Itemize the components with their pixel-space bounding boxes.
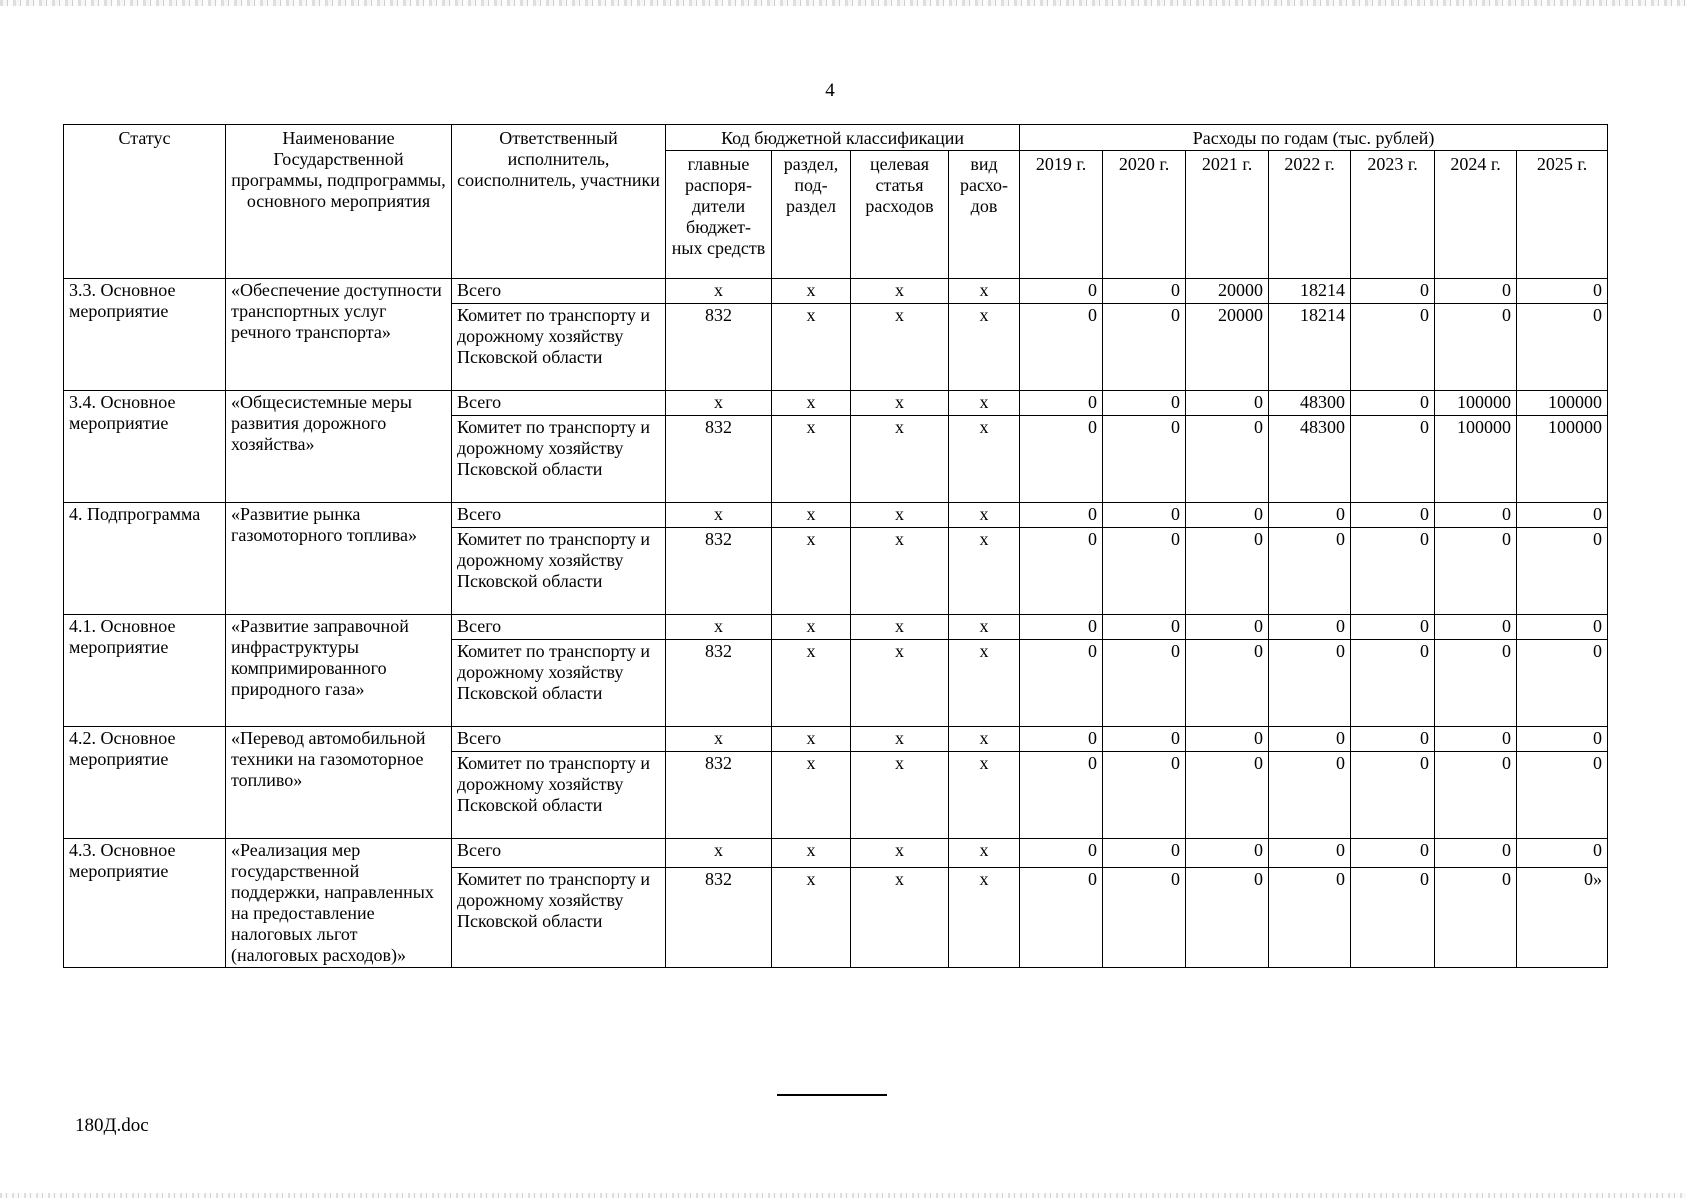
name-cell: «Развитие рынка газомоторного топлива» (226, 503, 452, 615)
name-cell: «Развитие заправочной инфраструктуры компримированного природного газа» (226, 615, 452, 727)
expense-value-cell: 0 (1351, 752, 1435, 839)
expense-value-cell: 0 (1103, 839, 1186, 868)
header-budget-code-group: Код бюджетной классификации (666, 125, 1020, 151)
expense-value-cell: 0 (1186, 416, 1269, 503)
expense-value-cell: 0 (1020, 416, 1103, 503)
expense-value-cell: 0 (1517, 640, 1608, 727)
budget-code-cell: х (772, 615, 851, 640)
budget-code-cell: х (851, 727, 949, 752)
expense-value-cell: 0 (1186, 839, 1269, 868)
page-number: 4 (825, 80, 835, 101)
budget-code-cell: х (772, 640, 851, 727)
expense-value-cell: 0 (1103, 279, 1186, 304)
header-name: Наименование Государственной программы, подпрограммы, основного мероприятия (226, 125, 452, 279)
budget-code-cell: х (949, 391, 1020, 416)
budget-code-cell: х (772, 279, 851, 304)
status-cell: 3.3. Основное мероприятие (64, 279, 226, 391)
budget-code-cell: х (772, 528, 851, 615)
budget-code-cell: х (949, 416, 1020, 503)
budget-table (63, 124, 1608, 968)
expense-value-cell: 0 (1517, 727, 1608, 752)
expense-value-cell: 18214 (1269, 279, 1351, 304)
budget-code-cell: х (949, 727, 1020, 752)
budget-code-cell: х (851, 503, 949, 528)
expense-value-cell: 0 (1435, 839, 1517, 868)
expense-value-cell: 0 (1186, 867, 1269, 967)
executor-cell: Комитет по транспорту и дорожному хозяйству Псковской области (452, 640, 666, 727)
name-cell: «Общесистемные меры развития дорожного хозяйства» (226, 391, 452, 503)
status-cell: 3.4. Основное мероприятие (64, 391, 226, 503)
header-year: 2020 г. (1103, 151, 1186, 279)
expense-value-cell: 0 (1103, 528, 1186, 615)
expense-value-cell: 0 (1103, 416, 1186, 503)
header-budget-code: целевая статья расходов (851, 151, 949, 279)
budget-code-cell: х (851, 416, 949, 503)
expense-value-cell: 100000 (1435, 391, 1517, 416)
executor-cell: Всего (452, 839, 666, 868)
table-row (64, 279, 1608, 304)
table-row (64, 503, 1608, 528)
budget-code-cell: 832 (666, 528, 772, 615)
expense-value-cell: 0 (1020, 279, 1103, 304)
expense-value-cell: 48300 (1269, 416, 1351, 503)
executor-cell: Комитет по транспорту и дорожному хозяйству Псковской области (452, 867, 666, 967)
budget-code-cell: х (851, 867, 949, 967)
budget-code-cell: х (666, 279, 772, 304)
table-body (64, 279, 1608, 968)
expense-value-cell: 0 (1351, 640, 1435, 727)
budget-code-cell: х (851, 640, 949, 727)
executor-cell: Комитет по транспорту и дорожному хозяйству Псковской области (452, 752, 666, 839)
budget-code-cell: х (772, 752, 851, 839)
budget-code-cell: х (851, 391, 949, 416)
expense-value-cell: 0 (1269, 503, 1351, 528)
header-executor: Ответственный исполнитель, соисполнитель, участники (452, 125, 666, 279)
expense-value-cell: 0 (1103, 391, 1186, 416)
header-expenses-group: Расходы по годам (тыс. рублей) (1020, 125, 1608, 151)
executor-cell: Всего (452, 279, 666, 304)
expense-value-cell: 20000 (1186, 279, 1269, 304)
budget-code-cell: х (772, 727, 851, 752)
expense-value-cell: 0 (1269, 640, 1351, 727)
expense-value-cell: 0 (1517, 752, 1608, 839)
expense-value-cell: 0 (1186, 640, 1269, 727)
expense-value-cell: 0 (1269, 727, 1351, 752)
table-header (64, 125, 1608, 279)
status-cell: 4.3. Основное мероприятие (64, 839, 226, 968)
table-row (64, 391, 1608, 416)
expense-value-cell: 0 (1351, 416, 1435, 503)
expense-value-cell: 0 (1351, 503, 1435, 528)
expense-value-cell: 0 (1020, 727, 1103, 752)
budget-code-cell: х (851, 304, 949, 391)
expense-value-cell: 0 (1103, 727, 1186, 752)
expense-value-cell: 0 (1020, 304, 1103, 391)
executor-cell: Комитет по транспорту и дорожному хозяйству Псковской области (452, 416, 666, 503)
header-budget-code: главные распоря-дители бюджет-ных средств (666, 151, 772, 279)
budget-code-cell: х (949, 752, 1020, 839)
executor-cell: Комитет по транспорту и дорожному хозяйству Псковской области (452, 528, 666, 615)
expense-value-cell: 0 (1517, 503, 1608, 528)
executor-cell: Всего (452, 391, 666, 416)
expense-value-cell: 0» (1517, 867, 1608, 967)
budget-code-cell: х (851, 839, 949, 868)
budget-code-cell: х (666, 839, 772, 868)
expense-value-cell: 18214 (1269, 304, 1351, 391)
executor-cell: Всего (452, 727, 666, 752)
expense-value-cell: 0 (1435, 640, 1517, 727)
expense-value-cell: 100000 (1517, 391, 1608, 416)
expense-value-cell: 0 (1351, 528, 1435, 615)
expense-value-cell: 0 (1103, 304, 1186, 391)
scan-edge-bottom (0, 1193, 1686, 1198)
expense-value-cell: 0 (1351, 839, 1435, 868)
footer-doc-name: 180Д.doc (75, 1115, 149, 1136)
expense-value-cell: 0 (1351, 279, 1435, 304)
expense-value-cell: 0 (1186, 727, 1269, 752)
expense-value-cell: 0 (1186, 503, 1269, 528)
budget-code-cell: х (851, 615, 949, 640)
header-year: 2022 г. (1269, 151, 1351, 279)
budget-code-cell: х (666, 503, 772, 528)
expense-value-cell: 0 (1186, 391, 1269, 416)
table-row (64, 839, 1608, 868)
expense-value-cell: 0 (1103, 752, 1186, 839)
budget-code-cell: х (666, 615, 772, 640)
expense-value-cell: 0 (1435, 304, 1517, 391)
table-row (64, 615, 1608, 640)
expense-value-cell: 0 (1020, 640, 1103, 727)
budget-code-cell: х (949, 839, 1020, 868)
status-cell: 4.2. Основное мероприятие (64, 727, 226, 839)
header-year: 2023 г. (1351, 151, 1435, 279)
expense-value-cell: 0 (1517, 839, 1608, 868)
expense-value-cell: 0 (1020, 615, 1103, 640)
expense-value-cell: 0 (1435, 727, 1517, 752)
budget-code-cell: х (949, 503, 1020, 528)
expense-value-cell: 100000 (1517, 416, 1608, 503)
expense-value-cell: 0 (1517, 279, 1608, 304)
expense-value-cell: 0 (1517, 304, 1608, 391)
budget-code-cell: 832 (666, 867, 772, 967)
expense-value-cell: 20000 (1186, 304, 1269, 391)
budget-code-cell: х (851, 752, 949, 839)
budget-code-cell: х (772, 503, 851, 528)
expense-value-cell: 0 (1103, 503, 1186, 528)
budget-code-cell: х (772, 839, 851, 868)
expense-value-cell: 0 (1186, 615, 1269, 640)
budget-code-cell: 832 (666, 752, 772, 839)
expense-value-cell: 0 (1269, 867, 1351, 967)
expense-value-cell: 0 (1020, 752, 1103, 839)
expense-value-cell: 0 (1269, 752, 1351, 839)
expense-value-cell: 0 (1103, 615, 1186, 640)
status-cell: 4.1. Основное мероприятие (64, 615, 226, 727)
budget-code-cell: х (666, 391, 772, 416)
budget-code-cell: х (772, 391, 851, 416)
executor-cell: Комитет по транспорту и дорожному хозяйству Псковской области (452, 304, 666, 391)
budget-code-cell: 832 (666, 304, 772, 391)
header-budget-code: раздел, под-раздел (772, 151, 851, 279)
expense-value-cell: 48300 (1269, 391, 1351, 416)
budget-code-cell: х (949, 615, 1020, 640)
expense-value-cell: 0 (1103, 640, 1186, 727)
expense-value-cell: 100000 (1435, 416, 1517, 503)
name-cell: «Реализация мер государственной поддержки, направленных на предоставление налоговых льгот (налоговых расходов)» (226, 839, 452, 968)
expense-value-cell: 0 (1103, 867, 1186, 967)
expense-value-cell: 0 (1351, 727, 1435, 752)
header-year: 2021 г. (1186, 151, 1269, 279)
expense-value-cell: 0 (1435, 503, 1517, 528)
scan-edge-top (0, 0, 1686, 6)
name-cell: «Обеспечение доступности транспортных услуг речного транспорта» (226, 279, 452, 391)
expense-value-cell: 0 (1186, 528, 1269, 615)
table-row (64, 727, 1608, 752)
header-budget-code: вид расхо-дов (949, 151, 1020, 279)
budget-code-cell: 832 (666, 416, 772, 503)
header-year: 2024 г. (1435, 151, 1517, 279)
budget-code-cell: х (949, 867, 1020, 967)
expense-value-cell: 0 (1435, 752, 1517, 839)
expense-value-cell: 0 (1435, 279, 1517, 304)
header-status: Статус (64, 125, 226, 279)
budget-code-cell: х (851, 528, 949, 615)
budget-code-cell: х (772, 867, 851, 967)
budget-code-cell: х (949, 640, 1020, 727)
expense-value-cell: 0 (1020, 867, 1103, 967)
name-cell: «Перевод автомобильной техники на газомоторное топливо» (226, 727, 452, 839)
expense-value-cell: 0 (1435, 615, 1517, 640)
expense-value-cell: 0 (1435, 867, 1517, 967)
expense-value-cell: 0 (1435, 528, 1517, 615)
expense-value-cell: 0 (1020, 528, 1103, 615)
expense-value-cell: 0 (1269, 839, 1351, 868)
expense-value-cell: 0 (1020, 839, 1103, 868)
expense-value-cell: 0 (1351, 391, 1435, 416)
executor-cell: Всего (452, 503, 666, 528)
budget-code-cell: х (949, 304, 1020, 391)
executor-cell: Всего (452, 615, 666, 640)
status-cell: 4. Подпрограмма (64, 503, 226, 615)
expense-value-cell: 0 (1351, 867, 1435, 967)
budget-code-cell: х (851, 279, 949, 304)
budget-code-cell: х (949, 279, 1020, 304)
expense-value-cell: 0 (1269, 528, 1351, 615)
expense-value-cell: 0 (1020, 503, 1103, 528)
budget-code-cell: х (772, 416, 851, 503)
expense-value-cell: 0 (1186, 752, 1269, 839)
header-year: 2025 г. (1517, 151, 1608, 279)
expense-value-cell: 0 (1269, 615, 1351, 640)
budget-code-cell: х (666, 727, 772, 752)
budget-code-cell: х (772, 304, 851, 391)
footer-separator (777, 1094, 887, 1096)
budget-code-cell: 832 (666, 640, 772, 727)
expense-value-cell: 0 (1351, 304, 1435, 391)
expense-value-cell: 0 (1351, 615, 1435, 640)
expense-value-cell: 0 (1517, 615, 1608, 640)
budget-code-cell: х (949, 528, 1020, 615)
expense-value-cell: 0 (1020, 391, 1103, 416)
expense-value-cell: 0 (1517, 528, 1608, 615)
header-year: 2019 г. (1020, 151, 1103, 279)
